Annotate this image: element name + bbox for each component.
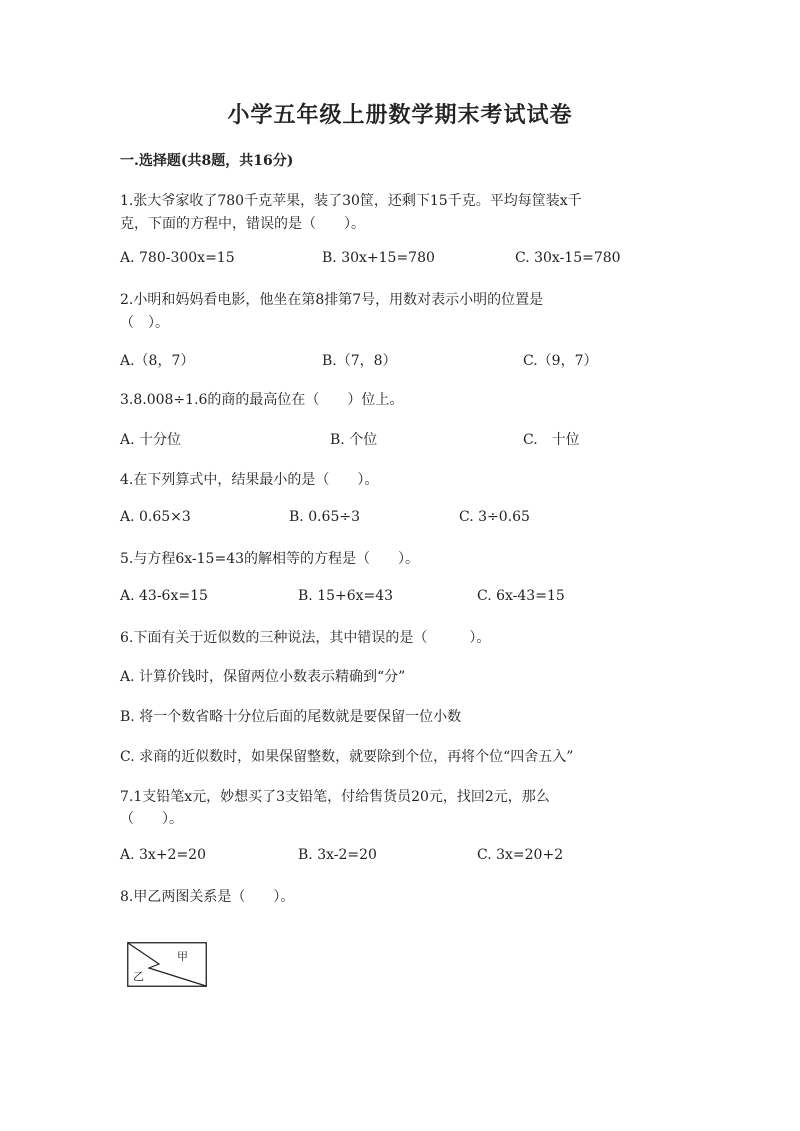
page-title: 小学五年级上册数学期末考试试卷 <box>227 102 573 128</box>
question-6-line-1: 6.下面有关于近似数的三种说法，其中错误的是（ ）。 <box>120 630 491 646</box>
question-3-line-1: 3.8.008÷1.6的商的最高位在（ ）位上。 <box>120 392 404 408</box>
question-2-option-c: C.（9，7） <box>523 353 598 369</box>
question-4-option-c: C. 3÷0.65 <box>459 509 530 525</box>
question-7-option-a: A. 3x+2=20 <box>120 847 206 863</box>
figure-label-jia: 甲 <box>177 950 188 963</box>
question-5-option-a: A. 43-6x=15 <box>120 588 208 604</box>
question-1-option-c: C. 30x-15=780 <box>515 250 621 266</box>
question-7-option-b: B. 3x-2=20 <box>298 847 377 863</box>
question-2-line-2: （ ）。 <box>120 315 169 331</box>
question-4-option-a: A. 0.65×3 <box>120 509 191 525</box>
question-7-option-c: C. 3x=20+2 <box>477 847 564 863</box>
question-6-option-c: C. 求商的近似数时，如果保留整数，就要除到个位，再将个位“四舍五入” <box>120 749 574 765</box>
question-3-option-a: A. 十分位 <box>120 432 182 448</box>
question-6-option-a: A. 计算价钱时，保留两位小数表示精确到“分” <box>120 669 406 685</box>
question-7-line-1: 7.1支铅笔x元，妙想买了3支铅笔，付给售货员20元，找回2元，那么 <box>120 789 550 805</box>
question-5-option-b: B. 15+6x=43 <box>298 588 394 604</box>
question-2-line-1: 2.小明和妈妈看电影，他坐在第8排第7号，用数对表示小明的位置是 <box>120 292 544 308</box>
question-5-option-c: C. 6x-43=15 <box>477 588 565 604</box>
question-8-line-1: 8.甲乙两图关系是（ ）。 <box>120 889 295 905</box>
question-1-line-1: 1.张大爷家收了780千克苹果，装了30筐，还剩下15千克。平均每筐装x千 <box>120 193 582 209</box>
question-8-figure <box>127 942 207 987</box>
question-6-option-b: B. 将一个数省略十分位后面的尾数就是要保留一位小数 <box>120 709 462 725</box>
question-1-option-b: B. 30x+15=780 <box>322 250 435 266</box>
question-2-option-b: B.（7，8） <box>322 353 397 369</box>
question-1-option-a: A. 780-300x=15 <box>120 250 235 266</box>
figure-label-yi: 乙 <box>133 970 144 983</box>
section-heading: 一.选择题(共8题，共16分) <box>120 153 294 169</box>
question-7-line-2: （ ）。 <box>120 811 183 827</box>
question-1-line-2: 克，下面的方程中，错误的是（ ）。 <box>120 216 365 232</box>
question-3-option-c: C. 十位 <box>523 432 580 448</box>
question-3-option-b: B. 个位 <box>330 432 378 448</box>
question-2-option-a: A.（8，7） <box>120 353 195 369</box>
question-4-line-1: 4.在下列算式中，结果最小的是（ ）。 <box>120 472 379 488</box>
question-4-option-b: B. 0.65÷3 <box>289 509 360 525</box>
question-5-line-1: 5.与方程6x-15=43的解相等的方程是（ ）。 <box>120 551 420 567</box>
